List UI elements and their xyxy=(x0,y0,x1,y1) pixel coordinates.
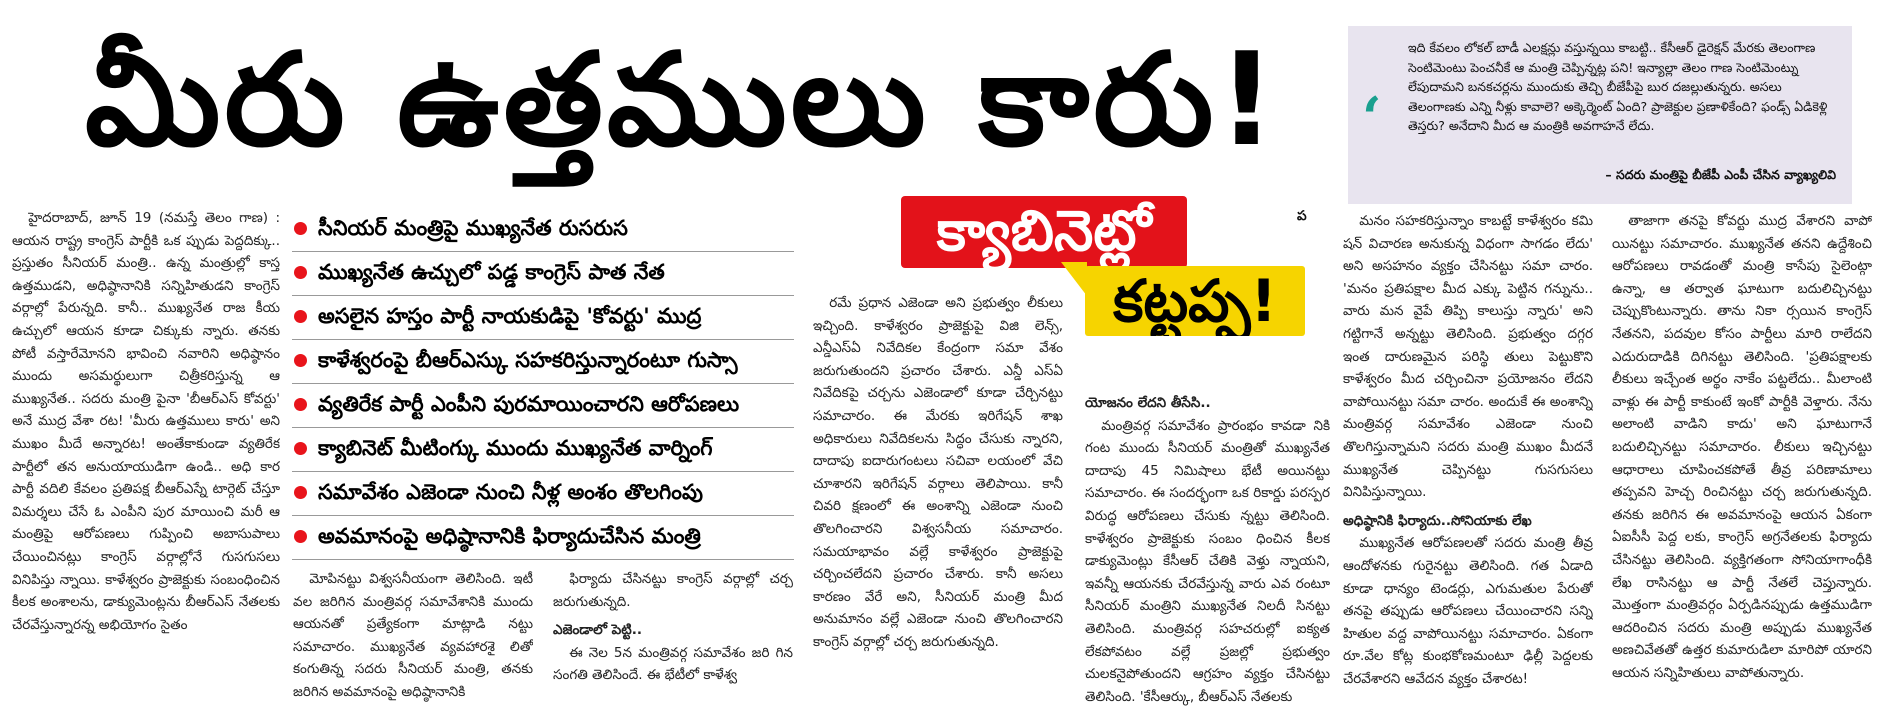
highlight-text: వ్యతిరేక పార్టీ ఎంపీని పురమాయించారని ఆరోపణలు xyxy=(318,392,740,416)
highlight-item xyxy=(292,296,794,340)
subheading-complaint: అధిష్ఠానికి ఫిర్యాదు..సోనియాకు లేఖ xyxy=(1343,512,1532,529)
column-4-text: రమే ప్రధాన ఎజెండా అని ప్రభుత్వం లీకులు ఇచ్చింది. కాళేశ్వరం ప్రాజెక్టుపై విజి లెన్స్, ఎన్డీఎస్ఏ నివేదికల కేంద్రంగా సమా వేశం జరుగుతుందని ప్రచారం చేశారు. ఎన్డీ ఎస్ఏ నివేదికపై చర్చను ఎజెండాలో కూడా చేర్చినట్టు సమాచారం. ఈ మేరకు ఇరిగేషన్ శాఖ అధికారులు నివేదికలను సిద్ధం చేసుకు న్నారని, దాదాపు ఐదారుగంటలు సచివా లయంలో వేచి చూశారని ఇరిగేషన్ వర్గాలు తెలిపాయి. కానీ చివరి క్షణంలో ఈ అంశాన్ని ఎజెండా నుంచి తొలగించారని విశ్వసనీయ సమాచారం. సమయాభావం వల్లే కాళేశ్వరం ప్రాజెక్టుపై చర్చించలేదని ప్రచారం చేశారు. కానీ అసలు కారణం వేరే అని, సీనియర్ మంత్రి మీద అనుమానం వల్లే ఎజెండా నుంచి తొలగించారని కాంగ్రెస్ వర్గాల్లో చర్చ జరుగుతున్నది. xyxy=(813,295,1063,650)
quote-mark-icon: ‘ xyxy=(1362,85,1382,151)
article-column-5 xyxy=(1085,386,1330,722)
highlight-text: కాళేశ్వరంపై బీఆర్ఎస్కు సహకరిస్తున్నారంటూ గుస్సా xyxy=(318,348,738,372)
banner-line-1: క్యాబినెట్లో xyxy=(901,196,1187,268)
column-1-text: హైదరాబాద్, జూన్ 19 (నమస్తే తెలం గాణ) : ఆయన రాష్ట్ర కాంగ్రెస్ పార్టీకి ఒక ప్పుడు పెద్దదిక్కు.. ప్రస్తుతం సీనియర్ మంత్రి.. ఉన్న మంత్రుల్లో కాస్త ఉత్తముడని, అధిష్ఠానానికి సన్నిహితుడని కాంగ్రెస్ వర్గాల్లో పేరున్నది. కానీ.. ముఖ్యనేత రాజ కీయ ఉచ్చులో ఆయన కూడా చిక్కుకు న్నారు. తనకు పోటీ వస్తారేమోనని భావించి నవారిని అధిష్ఠానం ముందు అసమర్థులుగా చిత్రీకరిస్తున్న ఆ ముఖ్యనేత.. సదరు మంత్రి పైనా 'బీఆర్ఎస్ కోవర్టు' అనే ముద్ర వేశా రట! 'మీరు ఉత్తములు కారు' అని ముఖం మీదే అన్నారట! అంతేకాకుండా వ్యతిరేక పార్టీలో తన అనుయాయుడిగా ఉండి.. అధి కార పార్టీ వదిలి కేవలం ప్రతిపక్ష బీఆర్ఎస్నే టార్గెట్ చేస్తూ విమర్శలు చేసే ఓ ఎంపీని పుర మాయించి మరీ ఆ మంత్రిపై ఆరోపణలు గుప్పించి అబాసుపాలు చేయించినట్లు కాంగ్రెస్ వర్గాల్లోనే గుసగుసలు వినిపిస్తు న్నాయి. కాళేశ్వరం ప్రాజెక్టుకు సంబంధించిన కీలక అంశాలను, డాక్యుమెంట్లను బీఆర్ఎస్ నేతలకు చేరవేస్తున్నారన్న అభియోగం సైతం xyxy=(12,210,280,633)
article-column-3 xyxy=(553,568,793,723)
highlight-item xyxy=(292,384,794,428)
column-6-text-2: ముఖ్యనేత ఆరోపణలతో సదరు మంత్రి తీవ్ర ఆందోళనకు గురైనట్టు తెలిసింది. గత ఏడాది కూడా ధాన్యం టెండర్లు, ఎగుమతుల పేరుతో తనపై తప్పుడు ఆరోపణలు చేయించారని సన్ని హితుల వద్ద వాపోయినట్టు సమాచారం. ఏకంగా రూ.వేల కోట్ల కుంభకోణమంటూ ఢిల్లీ పెద్దలకు చేరవేశారని ఆవేదన వ్యక్తం చేశారట! xyxy=(1343,535,1593,687)
highlight-item xyxy=(292,340,794,384)
column-2-text: మోపినట్టు విశ్వసనీయంగా తెలిసింది. ఇటీ వల జరిగిన మంత్రివర్గ సమావేశానికి ముందు ఆయనతో ప్రత్యేకంగా మాట్లాడి నట్టు సమాచారం. ముఖ్యనేత వ్యవహారశై లితో కంగుతిన్న సదరు సీనియర్ మంత్రి, తనకు జరిగిన అవమానంపై అధిష్ఠానానికి xyxy=(293,571,533,700)
article-column-2 xyxy=(293,568,533,723)
banner-line-2: కట్టప్ప! xyxy=(1085,266,1305,336)
bullet-dot-icon xyxy=(294,310,307,323)
article-column-7 xyxy=(1612,210,1872,722)
bullet-dot-icon xyxy=(294,222,307,235)
clipped-letter: ప xyxy=(1297,208,1307,224)
highlight-item xyxy=(292,252,794,296)
highlight-text: అసలైన హస్తం పార్టీ నాయకుడిపై 'కోవర్టు' ముద్ర xyxy=(318,304,702,328)
highlight-item xyxy=(292,516,794,560)
highlight-text: ముఖ్యనేత ఉచ్చులో పడ్డ కాంగ్రెస్ పాత నేత xyxy=(318,260,665,284)
subheading-removed: యోజనం లేదని తీసేసి.. xyxy=(1085,395,1211,411)
highlight-text: క్యాబినెట్ మీటింగ్కు ముందు ముఖ్యనేత వార్నింగ్ xyxy=(318,436,713,460)
highlight-item xyxy=(292,472,794,516)
highlight-text: సమావేశం ఎజెండా నుంచి నీళ్ల అంశం తొలగింపు xyxy=(318,480,703,504)
bullet-dot-icon xyxy=(294,530,307,543)
column-6-text-1: మనం సహకరిస్తున్నాం కాబట్టే కాళేశ్వరం కమి షన్ విచారణ అనుకున్న విధంగా సాగడం లేదు' అని అసహనం వ్యక్తం చేసినట్టు సమా చారం. 'మనం ప్రతిపక్షాల మీద ఎక్కు పెట్టిన గన్నును.. వారు మన వైపే తిప్పి కాలుస్తు న్నారు' అని గట్టిగానే అన్నట్టు తెలిసింది. ప్రభుత్వం దగ్గర ఇంత దారుణమైన పరిస్థి తులు పెట్టుకొని కాళేశ్వరం మీద చర్చించినా ప్రయోజనం లేదని వాపోయినట్టు సమా చారం. అందుకే ఈ అంశాన్ని మంత్రివర్గ సమావేశం ఎజెండా నుంచి తొలగిస్తున్నామని సదరు మంత్రి ముఖం మీదనే ముఖ్యనేత చెప్పినట్టు గుసగుసలు వినిపిస్తున్నాయి. xyxy=(1343,213,1593,501)
highlights-list xyxy=(292,208,794,560)
column-5-text: మంత్రివర్గ సమావేశం ప్రారంభం కావడా నికి గంట ముందు సీనియర్ మంత్రితో ముఖ్యనేత దాదాపు 45 నిమిషాలు భేటీ అయినట్టు సమాచారం. ఈ సందర్భంగా ఒక రికార్డు పరస్పర విరుద్ధ ఆరోపణలు చేసుకు న్నట్టు తెలిసింది. కాళేశ్వరం ప్రాజెక్టుకు సంబం ధించిన కీలక డాక్యుమెంట్లు కేసీఆర్ చేతికి వెళ్తు న్నాయని, ఇవన్నీ ఆయనకు చేరవేస్తున్న వారు ఎవ రంటూ సీనియర్ మంత్రిని ముఖ్యనేత నిలదీ సినట్టు తెలిసింది. మంత్రివర్గ సహచరుల్లో ఐక్యత లేకపోవటం వల్లే ప్రజల్లో ప్రభుత్వం చులకనైపోతుందని ఆగ్రహం వ్యక్తం చేసినట్టు తెలిసింది. 'కేసీఆర్కు, బీఆర్ఎస్ నేతలకు xyxy=(1085,417,1330,705)
article-column-4 xyxy=(813,292,1063,722)
bullet-dot-icon xyxy=(294,266,307,279)
bullet-dot-icon xyxy=(294,354,307,367)
main-headline: మీరు ఉత్తములు కారు! xyxy=(85,26,1280,175)
highlight-item xyxy=(292,428,794,472)
column-7-text: తాజాగా తనపై కోవర్టు ముద్ర వేశారని వాపో యినట్టు సమాచారం. ముఖ్యనేత తనని ఉద్దేశించి ఆరోపణలు రావడంతో మంత్రి కాసేపు సైలెంట్గా ఉన్నా, ఆ తర్వాత ఘాటుగా బదులిచ్చినట్టు చెప్పుకొంటున్నారు. తాను నికా ర్సయిన కాంగ్రెస్ నేతనని, పదవుల కోసం పార్టీలు మారి రాలేదని ఎదురుదాడికి దిగినట్టు తెలిసింది. 'ప్రతిపక్షాలకు లీకులు ఇచ్చేంత అర్థం నాకేం పట్టలేదు.. మీలాంటి వాళ్లు ఈ పార్టీ కాకుంటే ఇంకో పార్టీకి వెళ్తారు. నేను అలాంటి వాడిని కాదు' అని ఘాటుగానే బదులిచ్చినట్టు సమాచారం. లీకులు ఇచ్చినట్టు ఆధారాలు చూపించకపోతే తీవ్ర పరిణామాలు తప్పవని హెచ్చ రించినట్టు చర్చ జరుగుతున్నది. తనకు జరిగిన ఈ అవమానంపై ఆయన ఏకంగా ఏఐసీసీ పెద్ద లకు, కాంగ్రెస్ అగ్రనేతలకు ఫిర్యాదు చేసినట్టు తెలిసింది. వ్యక్తిగతంగా సోనియాగాంధీకి లేఖ రాసినట్టు ఆ పార్టీ నేతలే చెప్తున్నారు. మొత్తంగా మంత్రివర్గం ఏర్పడినప్పుడు ఉత్తముడిగా ఆదరించిన సదరు మంత్రి అప్పుడు ముఖ్యనేత అణచివేతతో ఉత్తర కుమారుడిలా మారిపో యారని ఆయన సన్నిహితులు వాపోతున్నారు. xyxy=(1612,213,1872,681)
bullet-dot-icon xyxy=(294,486,307,499)
quote-text: ఇది కేవలం లోకల్ బాడీ ఎలక్షన్లు వస్తున్నయి కాబట్టి.. కేసీఆర్ డైరెక్షన్ మేరకు తెలంగాణ సెంటిమెంటు పెంచనీకే ఆ మంత్రి చెప్పిన్నట్ల పని! ఇన్యాల్లా తెలం గాణ సెంటిమెంట్ను లేపుదామని బనకచర్లను ముందుకు తెచ్చి బీజేపీపై బుర దజల్లుతున్నరు. అసలు తెలంగాణకు ఎన్ని నీళ్లు కావాలె? అక్కెర్మెంట్ ఏంది? ప్రాజెక్టుల ప్రణాళికేంది? ఫండ్స్ ఏడికెళ్లి తెస్తరు? అనేదాని మీద ఆ మంత్రికి అవగాహనే లేదు. xyxy=(1408,40,1828,133)
highlight-item xyxy=(292,208,794,252)
column-3-text-1: ఫిర్యాదు చేసినట్టు కాంగ్రెస్ వర్గాల్లో చర్చ జరుగుతున్నది. xyxy=(553,571,793,610)
quote-box xyxy=(1348,26,1852,204)
article-column-1 xyxy=(12,207,280,722)
highlight-text: సీనియర్ మంత్రిపై ముఖ్యనేత రుసరుస xyxy=(318,216,628,240)
article-column-6 xyxy=(1343,210,1593,722)
highlight-text: అవమానంపై అధిష్ఠానానికి ఫిర్యాదుచేసిన మంత్రి xyxy=(318,524,701,548)
column-3-text-2: ఈ నెల 5న మంత్రివర్గ సమావేశం జరి గిన సంగతి తెలిసిందే. ఈ భేటీలో కాళేశ్వ xyxy=(553,644,793,684)
quote-attribution: – సదరు మంత్రిపై బీజేపీ ఎంపీ చేసిన వ్యాఖ్యలివి xyxy=(1605,167,1836,182)
bullet-dot-icon xyxy=(294,398,307,411)
bullet-dot-icon xyxy=(294,442,307,455)
banner-pointer-shape xyxy=(1061,262,1087,296)
subheading-agenda: ఎజెండాలో పెట్టి.. xyxy=(553,622,642,639)
